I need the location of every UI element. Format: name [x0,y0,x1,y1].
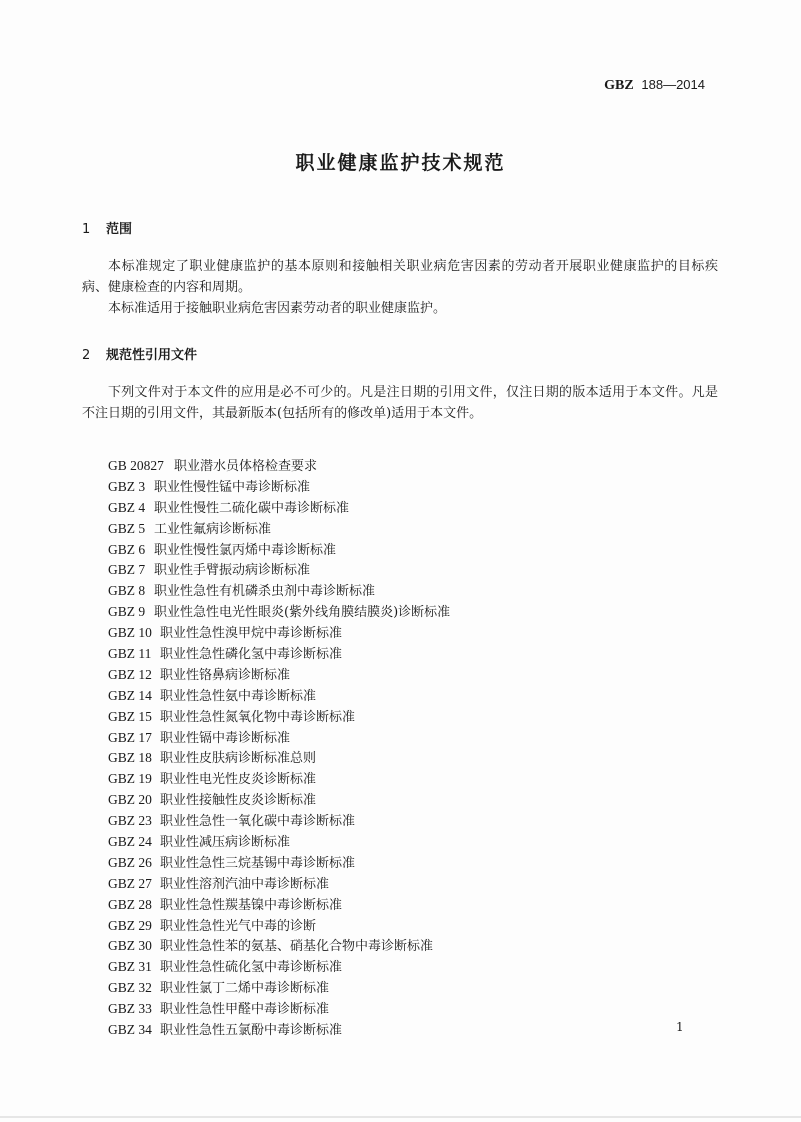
reference-title: 职业性急性溴甲烷中毒诊断标准 [160,626,343,642]
reference-item [108,790,450,811]
reference-item [108,540,450,561]
reference-code: GB 20827 [108,458,164,473]
reference-title: 职业性急性羰基镍中毒诊断标准 [160,897,343,913]
reference-code: GBZ 14 [108,687,152,703]
reference-title: 职业性急性电光性眼炎(紫外线角膜结膜炎)诊断标准 [154,605,451,621]
reference-item [108,728,450,749]
reference-item [108,623,450,644]
reference-code: GBZ 32 [108,980,152,996]
reference-code: GBZ 28 [108,896,152,912]
reference-item [108,957,450,978]
standard-code [604,77,705,94]
section-title: 范围 [106,222,133,237]
reference-item [108,811,450,832]
section-number: 2 [82,348,91,363]
reference-code: GBZ 24 [108,834,152,850]
reference-item [108,1020,450,1041]
reference-title: 职业性镉中毒诊断标准 [160,730,291,746]
reference-title: 职业性溶剂汽油中毒诊断标准 [160,876,330,892]
reference-item [108,769,450,790]
reference-title: 职业性急性氨中毒诊断标准 [160,688,317,704]
reference-title: 职业性慢性氯丙烯中毒诊断标准 [154,542,337,558]
reference-code: GBZ 33 [108,1001,152,1017]
reference-item [108,874,450,895]
reference-code: GBZ 19 [108,771,152,787]
standard-prefix: GBZ [604,78,634,93]
reference-code: GBZ 27 [108,875,152,891]
reference-title: 职业性急性磷化氢中毒诊断标准 [160,647,343,663]
reference-code: GBZ 9 [108,604,146,620]
standard-number: 188—2014 [641,77,705,92]
reference-item [108,686,450,707]
reference-code: GBZ 31 [108,959,152,975]
reference-code: GBZ 17 [108,729,152,745]
reference-code: GBZ 4 [108,499,146,515]
reference-code: GBZ 8 [108,583,146,599]
reference-code: GBZ 12 [108,666,152,682]
reference-title: 职业性慢性锰中毒诊断标准 [154,479,311,495]
reference-code: GBZ 6 [108,541,146,557]
reference-title: 职业性手臂振动病诊断标准 [154,563,311,579]
reference-item [108,853,450,874]
reference-title: 职业性急性甲醛中毒诊断标准 [160,1002,330,1018]
reference-title: 职业性急性有机磷杀虫剂中毒诊断标准 [154,584,376,600]
reference-title: 职业性接触性皮炎诊断标准 [160,793,317,809]
reference-item [108,498,450,519]
reference-code: GBZ 23 [108,813,152,829]
reference-code: GBZ 3 [108,478,146,494]
reference-item [108,560,450,581]
reference-code: GBZ 10 [108,625,152,641]
reference-code: GBZ 11 [108,646,152,662]
document-title: 职业健康监护技术规范 [295,152,506,174]
reference-item [108,832,450,853]
scope-paragraph-2: 本标准适用于接触职业病危害因素劳动者的职业健康监护。 [108,301,447,316]
normative-references-list [108,456,450,1041]
section-2-heading [82,344,197,363]
reference-title: 工业性氟病诊断标准 [154,521,272,537]
reference-code: GBZ 34 [108,1022,152,1038]
reference-item [108,665,450,686]
reference-item [108,895,450,916]
reference-item [108,581,450,602]
reference-title: 职业性急性硫化氢中毒诊断标准 [160,960,343,976]
section-number: 1 [82,222,91,237]
reference-item [108,707,450,728]
reference-item [108,748,450,769]
reference-item [108,999,450,1020]
reference-item [108,456,450,477]
reference-title: 职业性氯丁二烯中毒诊断标准 [160,981,330,997]
page-bottom-edge [0,1116,801,1118]
reference-title: 职业性急性光气中毒的诊断 [160,918,317,934]
references-intro-paragraph: 下列文件对于本文件的应用是必不可少的。凡是注日期的引用文件，仅注日期的版本适用于本文件。凡是不注日期的引用文件，其最新版本(包括所有的修改单)适用于本文件。 [82,385,718,421]
reference-item [108,978,450,999]
reference-title: 职业性铬鼻病诊断标准 [160,667,291,683]
reference-title: 职业性皮肤病诊断标准总则 [160,751,317,767]
reference-code: GBZ 5 [108,520,146,536]
reference-code: GBZ 20 [108,792,152,808]
reference-item [108,519,450,540]
reference-item [108,602,450,623]
reference-code: GBZ 15 [108,708,152,724]
reference-title: 职业性急性苯的氨基、硝基化合物中毒诊断标准 [160,939,434,955]
reference-title: 职业性急性五氯酚中毒诊断标准 [160,1023,343,1039]
reference-code: GBZ 7 [108,562,146,578]
reference-item [108,916,450,937]
reference-item [108,644,450,665]
reference-item [108,936,450,957]
reference-title: 职业性电光性皮炎诊断标准 [160,772,317,788]
page-number: 1 [676,1020,684,1034]
scope-paragraph-1: 本标准规定了职业健康监护的基本原则和接触相关职业病危害因素的劳动者开展职业健康监护的目标疾病、健康检查的内容和周期。 [82,259,718,295]
reference-code: GBZ 18 [108,750,152,766]
reference-title: 职业性急性一氧化碳中毒诊断标准 [160,814,356,830]
reference-title: 职业性急性氮氧化物中毒诊断标准 [160,709,356,725]
reference-title: 职业性慢性二硫化碳中毒诊断标准 [154,500,350,516]
reference-title: 职业性减压病诊断标准 [160,835,291,851]
reference-title: 职业潜水员体格检查要求 [174,459,318,474]
section-title: 规范性引用文件 [106,348,198,363]
reference-code: GBZ 29 [108,917,152,933]
reference-code: GBZ 30 [108,938,152,954]
reference-title: 职业性急性三烷基锡中毒诊断标准 [160,855,356,871]
reference-code: GBZ 26 [108,854,152,870]
reference-item [108,477,450,498]
section-1-heading [82,218,132,237]
